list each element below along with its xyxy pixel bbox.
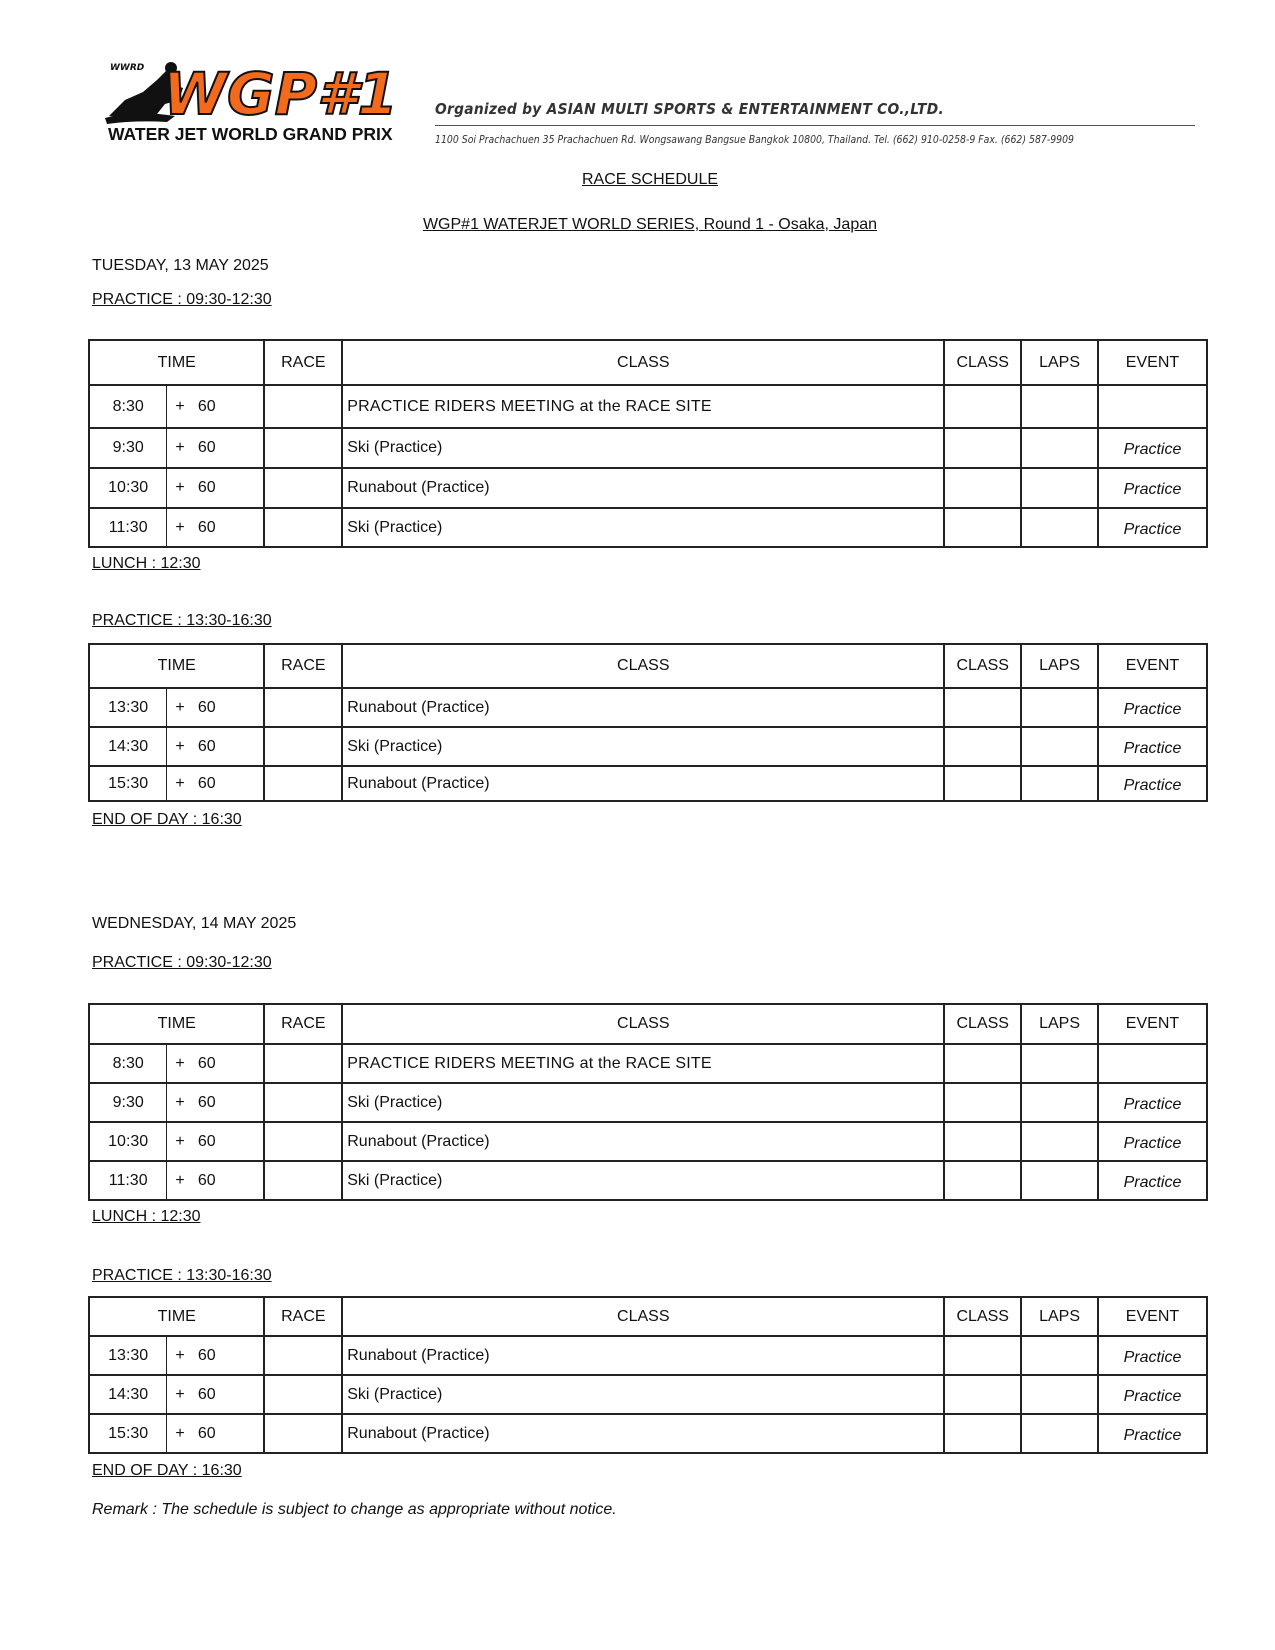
cell-time: 8:30	[89, 385, 167, 428]
cell-class-2	[944, 1044, 1021, 1083]
cell-time: 15:30	[89, 1414, 167, 1453]
table-row	[89, 468, 1207, 508]
cell-time: 13:30	[89, 1336, 167, 1375]
cell-time: 13:30	[89, 688, 167, 727]
schedule-table	[88, 1296, 1208, 1454]
cell-event: Practice	[1098, 1414, 1207, 1453]
cell-class-2	[944, 1122, 1021, 1161]
cell-laps	[1021, 468, 1098, 508]
cell-plus: +	[167, 468, 194, 508]
cell-laps	[1021, 1083, 1098, 1122]
cell-class-2	[944, 428, 1021, 468]
col-time: TIME	[89, 1297, 264, 1336]
cell-event: Practice	[1098, 688, 1207, 727]
organizer-line: Organized by ASIAN MULTI SPORTS & ENTERTAINMENT CO.,LTD.	[435, 100, 944, 118]
col-race: RACE	[264, 1297, 342, 1336]
cell-time: 15:30	[89, 766, 167, 801]
cell-class: Ski (Practice)	[342, 1083, 944, 1122]
table-row	[89, 428, 1207, 468]
cell-class-2	[944, 1336, 1021, 1375]
table-header-row	[89, 1004, 1207, 1044]
cell-minutes: 60	[194, 385, 265, 428]
table-row	[89, 1044, 1207, 1083]
cell-minutes: 60	[194, 727, 265, 766]
table-row	[89, 1336, 1207, 1375]
cell-class-2	[944, 688, 1021, 727]
cell-plus: +	[167, 1336, 194, 1375]
cell-class: Runabout (Practice)	[342, 1336, 944, 1375]
cell-laps	[1021, 508, 1098, 547]
cell-minutes: 60	[194, 1122, 265, 1161]
cell-race	[264, 1044, 342, 1083]
table-row	[89, 385, 1207, 428]
remark-text: Remark : The schedule is subject to change as appropriate without notice.	[92, 1501, 617, 1518]
cell-race	[264, 468, 342, 508]
cell-minutes: 60	[194, 1375, 265, 1414]
cell-minutes: 60	[194, 766, 265, 801]
col-laps: LAPS	[1021, 1004, 1098, 1044]
cell-plus: +	[167, 508, 194, 547]
cell-plus: +	[167, 766, 194, 801]
cell-event: Practice	[1098, 727, 1207, 766]
col-event: EVENT	[1098, 340, 1207, 385]
cell-laps	[1021, 1122, 1098, 1161]
cell-class: PRACTICE RIDERS MEETING at the RACE SITE	[342, 385, 944, 428]
col-race: RACE	[264, 1004, 342, 1044]
cell-event: Practice	[1098, 1161, 1207, 1200]
cell-time: 14:30	[89, 1375, 167, 1414]
col-class: CLASS	[342, 1004, 944, 1044]
table-row	[89, 508, 1207, 547]
table-row	[89, 766, 1207, 801]
cell-time: 8:30	[89, 1044, 167, 1083]
cell-race	[264, 1083, 342, 1122]
cell-laps	[1021, 428, 1098, 468]
cell-plus: +	[167, 1122, 194, 1161]
cell-minutes: 60	[194, 1083, 265, 1122]
cell-laps	[1021, 688, 1098, 727]
table-header-row	[89, 1297, 1207, 1336]
col-class: CLASS	[342, 644, 944, 688]
cell-time: 14:30	[89, 727, 167, 766]
cell-minutes: 60	[194, 468, 265, 508]
cell-race	[264, 385, 342, 428]
cell-laps	[1021, 1336, 1098, 1375]
cell-class-2	[944, 468, 1021, 508]
cell-class: Ski (Practice)	[342, 428, 944, 468]
col-class: CLASS	[342, 340, 944, 385]
col-laps: LAPS	[1021, 644, 1098, 688]
cell-class-2	[944, 1083, 1021, 1122]
col-laps: LAPS	[1021, 1297, 1098, 1336]
cell-laps	[1021, 1414, 1098, 1453]
cell-time: 10:30	[89, 468, 167, 508]
cell-class: Runabout (Practice)	[342, 766, 944, 801]
col-laps: LAPS	[1021, 340, 1098, 385]
col-event: EVENT	[1098, 644, 1207, 688]
cell-race	[264, 1375, 342, 1414]
cell-event: Practice	[1098, 468, 1207, 508]
cell-class: PRACTICE RIDERS MEETING at the RACE SITE	[342, 1044, 944, 1083]
cell-class-2	[944, 1414, 1021, 1453]
cell-class-2	[944, 727, 1021, 766]
schedule-table	[88, 339, 1208, 548]
cell-class: Ski (Practice)	[342, 1161, 944, 1200]
end-of-day-label: END OF DAY : 16:30	[92, 811, 242, 828]
cell-class-2	[944, 1161, 1021, 1200]
cell-laps	[1021, 766, 1098, 801]
cell-race	[264, 1161, 342, 1200]
session-label: PRACTICE : 13:30-16:30	[92, 1267, 272, 1284]
page-subtitle: WGP#1 WATERJET WORLD SERIES, Round 1 - Osaka, Japan	[422, 216, 878, 233]
cell-time: 11:30	[89, 508, 167, 547]
page-title: RACE SCHEDULE	[581, 171, 719, 188]
cell-time: 11:30	[89, 1161, 167, 1200]
cell-event	[1098, 1044, 1207, 1083]
session-label: PRACTICE : 09:30-12:30	[92, 291, 272, 308]
cell-plus: +	[167, 1083, 194, 1122]
cell-event: Practice	[1098, 508, 1207, 547]
table-row	[89, 688, 1207, 727]
cell-minutes: 60	[194, 688, 265, 727]
cell-event	[1098, 385, 1207, 428]
cell-time: 10:30	[89, 1122, 167, 1161]
cell-laps	[1021, 727, 1098, 766]
cell-class: Runabout (Practice)	[342, 1414, 944, 1453]
table-row	[89, 1083, 1207, 1122]
cell-plus: +	[167, 428, 194, 468]
col-class: CLASS	[342, 1297, 944, 1336]
table-row	[89, 1122, 1207, 1161]
cell-race	[264, 428, 342, 468]
cell-race	[264, 766, 342, 801]
table-row	[89, 727, 1207, 766]
cell-class: Runabout (Practice)	[342, 468, 944, 508]
col-race: RACE	[264, 644, 342, 688]
session-label: PRACTICE : 13:30-16:30	[92, 612, 272, 629]
table-row	[89, 1414, 1207, 1453]
col-event: EVENT	[1098, 1297, 1207, 1336]
col-class-2: CLASS	[944, 1004, 1021, 1044]
cell-minutes: 60	[194, 1336, 265, 1375]
table-header-row	[89, 340, 1207, 385]
cell-class-2	[944, 508, 1021, 547]
cell-minutes: 60	[194, 428, 265, 468]
session-label: PRACTICE : 09:30-12:30	[92, 954, 272, 971]
cell-minutes: 60	[194, 1044, 265, 1083]
cell-event: Practice	[1098, 1122, 1207, 1161]
cell-laps	[1021, 385, 1098, 428]
cell-event: Practice	[1098, 1336, 1207, 1375]
cell-race	[264, 1122, 342, 1161]
col-event: EVENT	[1098, 1004, 1207, 1044]
col-class-2: CLASS	[944, 644, 1021, 688]
cell-class-2	[944, 766, 1021, 801]
col-time: TIME	[89, 644, 264, 688]
cell-race	[264, 688, 342, 727]
schedule-table	[88, 643, 1208, 802]
cell-event: Practice	[1098, 766, 1207, 801]
cell-minutes: 60	[194, 1414, 265, 1453]
end-of-day-label: END OF DAY : 16:30	[92, 1462, 242, 1479]
cell-plus: +	[167, 1161, 194, 1200]
cell-event: Practice	[1098, 1083, 1207, 1122]
cell-plus: +	[167, 1375, 194, 1414]
table-row	[89, 1161, 1207, 1200]
cell-laps	[1021, 1161, 1098, 1200]
cell-laps	[1021, 1044, 1098, 1083]
cell-class: Ski (Practice)	[342, 508, 944, 547]
cell-plus: +	[167, 727, 194, 766]
cell-race	[264, 508, 342, 547]
wgp-logo	[105, 58, 415, 148]
lunch-label: LUNCH : 12:30	[92, 555, 201, 572]
table-row	[89, 1375, 1207, 1414]
logo-tagline: WATER JET WORLD GRAND PRIX	[108, 124, 393, 144]
cell-minutes: 60	[194, 1161, 265, 1200]
logo-top-text: WWRD	[110, 63, 145, 73]
cell-race	[264, 727, 342, 766]
address-line: 1100 Soi Prachachuen 35 Prachachuen Rd. Wongsawang Bangsue Bangkok 10800, Thailand. Tel. (662) 910-0258-9 Fax. (662) 587-9909	[435, 133, 1075, 146]
header-rule	[435, 125, 1195, 126]
cell-plus: +	[167, 1414, 194, 1453]
cell-event: Practice	[1098, 1375, 1207, 1414]
col-race: RACE	[264, 340, 342, 385]
cell-class-2	[944, 1375, 1021, 1414]
cell-laps	[1021, 1375, 1098, 1414]
col-class-2: CLASS	[944, 340, 1021, 385]
table-header-row	[89, 644, 1207, 688]
cell-plus: +	[167, 1044, 194, 1083]
col-class-2: CLASS	[944, 1297, 1021, 1336]
day-label: WEDNESDAY, 14 MAY 2025	[92, 915, 297, 932]
cell-race	[264, 1336, 342, 1375]
schedule-table	[88, 1003, 1208, 1201]
col-time: TIME	[89, 1004, 264, 1044]
cell-class-2	[944, 385, 1021, 428]
col-time: TIME	[89, 340, 264, 385]
day-label: TUESDAY, 13 MAY 2025	[92, 257, 269, 274]
cell-time: 9:30	[89, 1083, 167, 1122]
cell-class: Runabout (Practice)	[342, 688, 944, 727]
cell-class: Ski (Practice)	[342, 1375, 944, 1414]
logo-mark: WGP#1	[163, 60, 398, 128]
lunch-label: LUNCH : 12:30	[92, 1208, 201, 1225]
cell-minutes: 60	[194, 508, 265, 547]
cell-class: Ski (Practice)	[342, 727, 944, 766]
cell-plus: +	[167, 688, 194, 727]
cell-time: 9:30	[89, 428, 167, 468]
cell-class: Runabout (Practice)	[342, 1122, 944, 1161]
cell-plus: +	[167, 385, 194, 428]
cell-race	[264, 1414, 342, 1453]
cell-event: Practice	[1098, 428, 1207, 468]
